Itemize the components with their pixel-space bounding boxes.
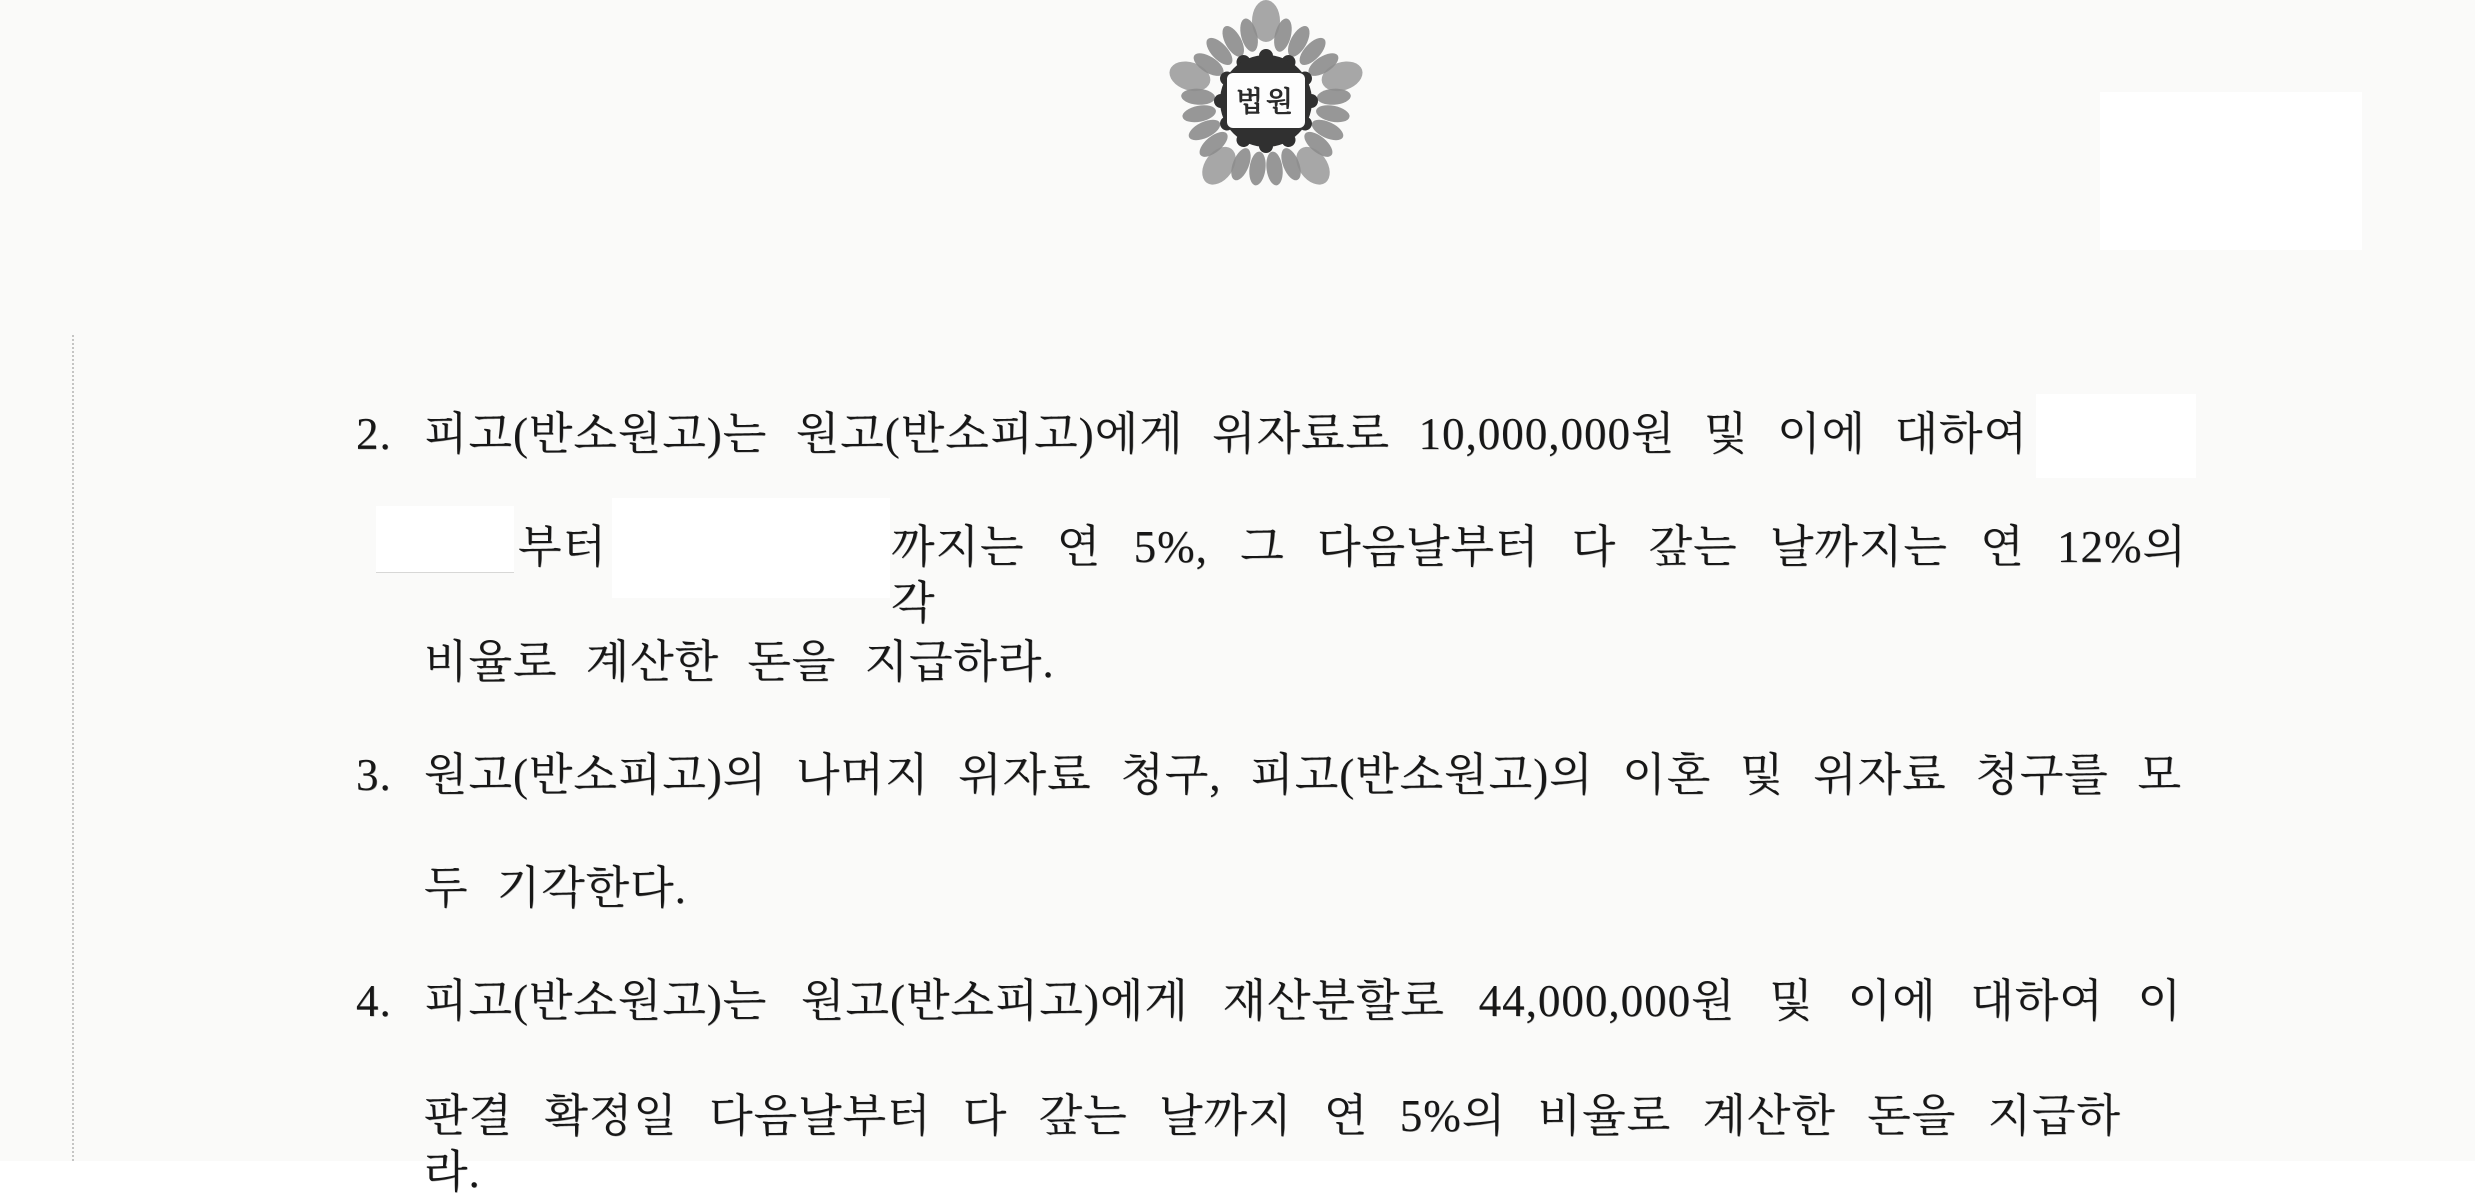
- ruling-item-2-line-2-from: 부터: [518, 522, 607, 572]
- ruling-item-4-line-2: 판결 확정일 다음날부터 다 갚는 날까지 연 5%의 비율로 계산한 돈을 지급하라.: [424, 1091, 2121, 1197]
- ruling-item-2-line-1: 피고(반소원고)는 원고(반소피고)에게 위자료로 10,000,000원 및 이에 대하여: [424, 409, 2028, 459]
- court-seal-graphic: [1158, 4, 1374, 204]
- ruling-item-2-line-3: 비율로 계산한 돈을 지급하라.: [424, 637, 1055, 687]
- redaction-box-date-start: [376, 506, 514, 572]
- redaction-box-date-end: [612, 498, 890, 598]
- ruling-item-2-line-2-rest: 까지는 연 5%, 그 다음날부터 다 갚는 날까지는 연 12%의 각: [891, 522, 2187, 628]
- scan-artifact-dotted-line: [72, 335, 74, 1161]
- ruling-item-3-line-1: 원고(반소피고)의 나머지 위자료 청구, 피고(반소원고)의 이혼 및 위자료 청구를 모: [424, 750, 2182, 800]
- ruling-item-3-line-2: 두 기각한다.: [424, 863, 687, 913]
- ruling-item-4-line-1: 피고(반소원고)는 원고(반소피고)에게 재산분할로 44,000,000원 및 이에 대하여 이: [424, 976, 2182, 1026]
- ruling-item-2-number: 2.: [356, 409, 392, 459]
- ruling-item-4-number: 4.: [356, 976, 392, 1026]
- redaction-box-after-line1: [2036, 394, 2196, 478]
- seal-label: 법원: [1235, 87, 1297, 118]
- court-seal: [1158, 4, 1374, 204]
- ruling-item-3-number: 3.: [356, 750, 392, 800]
- redaction-box-top-right: [2100, 92, 2362, 250]
